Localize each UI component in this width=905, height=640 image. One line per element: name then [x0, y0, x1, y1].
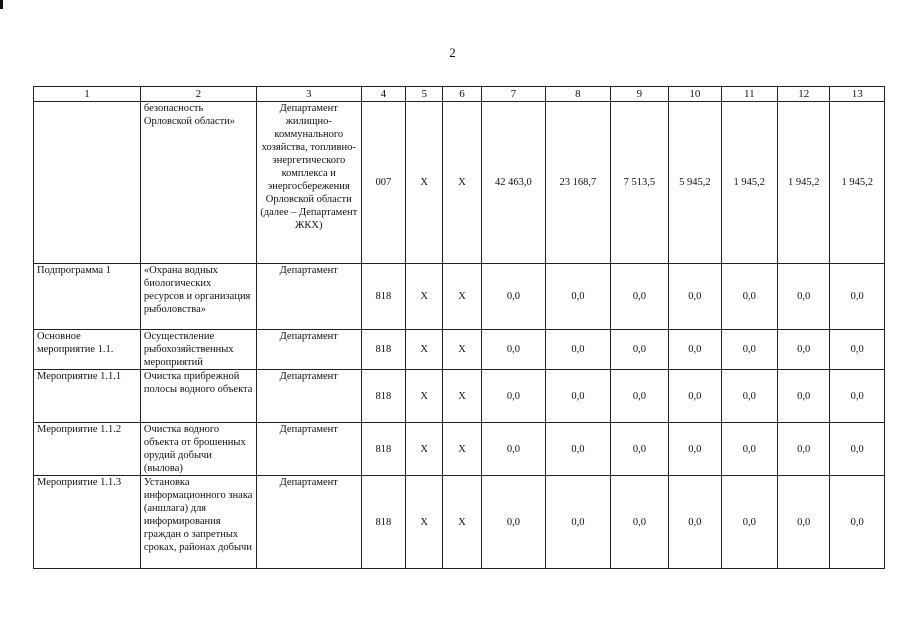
responsible-cell: Департамент [256, 264, 361, 330]
header-cell: 9 [610, 87, 668, 102]
value-cell: X [406, 264, 443, 330]
table-row [34, 370, 885, 423]
value-cell: 0,0 [610, 264, 668, 330]
value-cell: 0,0 [546, 423, 611, 476]
value-cell: 818 [361, 476, 405, 569]
header-row [34, 87, 885, 102]
value-cell: X [406, 476, 443, 569]
responsible-cell: Департамент [256, 423, 361, 476]
value-cell: 0,0 [481, 370, 546, 423]
value-cell: 0,0 [481, 264, 546, 330]
responsible-cell: Департамент жилищно-коммунального хозяйства, топливно-энергетического комплекса и энергосбережения Орловской области (далее – Департамент ЖКХ) [256, 102, 361, 264]
value-cell: 0,0 [546, 330, 611, 370]
value-cell: 818 [361, 264, 405, 330]
value-cell: 0,0 [830, 264, 885, 330]
table-row [34, 423, 885, 476]
value-cell: 0,0 [481, 423, 546, 476]
value-cell: 0,0 [669, 476, 721, 569]
value-cell: 0,0 [721, 330, 777, 370]
program-name-cell: Установка информационного знака (аншлага) для информирования граждан о запретных сроках, районах добычи [140, 476, 256, 569]
value-cell: 1 945,2 [778, 102, 830, 264]
value-cell: 0,0 [721, 423, 777, 476]
value-cell: 1 945,2 [721, 102, 777, 264]
header-cell: 6 [443, 87, 481, 102]
value-cell: 0,0 [610, 476, 668, 569]
program-code-cell [34, 102, 141, 264]
value-cell: 0,0 [830, 330, 885, 370]
program-code-cell: Основное мероприятие 1.1. [34, 330, 141, 370]
value-cell: 0,0 [610, 330, 668, 370]
value-cell: 0,0 [669, 264, 721, 330]
table-row [34, 102, 885, 264]
value-cell: 23 168,7 [546, 102, 611, 264]
value-cell: 0,0 [669, 370, 721, 423]
header-cell: 10 [669, 87, 721, 102]
header-cell: 4 [361, 87, 405, 102]
value-cell: 0,0 [830, 423, 885, 476]
value-cell: X [443, 423, 481, 476]
responsible-cell: Департамент [256, 476, 361, 569]
value-cell: X [443, 370, 481, 423]
value-cell: 0,0 [610, 370, 668, 423]
table-row [34, 264, 885, 330]
header-cell: 8 [546, 87, 611, 102]
header-cell: 1 [34, 87, 141, 102]
value-cell: 0,0 [778, 264, 830, 330]
value-cell: X [406, 370, 443, 423]
value-cell: 5 945,2 [669, 102, 721, 264]
program-code-cell: Подпрограмма 1 [34, 264, 141, 330]
value-cell: 818 [361, 423, 405, 476]
value-cell: 818 [361, 370, 405, 423]
value-cell: X [443, 476, 481, 569]
program-code-cell: Мероприятие 1.1.2 [34, 423, 141, 476]
scan-corner-mark [0, 0, 3, 9]
header-cell: 12 [778, 87, 830, 102]
header-cell: 5 [406, 87, 443, 102]
budget-table [33, 86, 885, 569]
value-cell: 7 513,5 [610, 102, 668, 264]
value-cell: 0,0 [669, 330, 721, 370]
table-row [34, 476, 885, 569]
value-cell: 0,0 [546, 370, 611, 423]
header-cell: 2 [140, 87, 256, 102]
value-cell: 0,0 [830, 476, 885, 569]
value-cell: 0,0 [610, 423, 668, 476]
program-code-cell: Мероприятие 1.1.3 [34, 476, 141, 569]
value-cell: X [443, 102, 481, 264]
value-cell: X [443, 330, 481, 370]
value-cell: 0,0 [721, 264, 777, 330]
responsible-cell: Департамент [256, 330, 361, 370]
value-cell: 1 945,2 [830, 102, 885, 264]
program-name-cell: Осуществление рыбохозяйственных мероприятий [140, 330, 256, 370]
value-cell: X [443, 264, 481, 330]
value-cell: 818 [361, 330, 405, 370]
program-name-cell: Очистка водного объекта от брошенных орудий добычи (вылова) [140, 423, 256, 476]
value-cell: 0,0 [546, 264, 611, 330]
value-cell: X [406, 423, 443, 476]
value-cell: 42 463,0 [481, 102, 546, 264]
program-code-cell: Мероприятие 1.1.1 [34, 370, 141, 423]
value-cell: X [406, 330, 443, 370]
value-cell: 007 [361, 102, 405, 264]
value-cell: 0,0 [778, 330, 830, 370]
table-row [34, 330, 885, 370]
value-cell: 0,0 [481, 330, 546, 370]
value-cell: 0,0 [669, 423, 721, 476]
value-cell: 0,0 [778, 476, 830, 569]
page-number: 2 [449, 45, 456, 60]
value-cell: X [406, 102, 443, 264]
header-cell: 11 [721, 87, 777, 102]
value-cell: 0,0 [778, 370, 830, 423]
header-cell: 3 [256, 87, 361, 102]
value-cell: 0,0 [721, 370, 777, 423]
header-cell: 13 [830, 87, 885, 102]
value-cell: 0,0 [721, 476, 777, 569]
program-name-cell: безопасность Орловской области» [140, 102, 256, 264]
program-name-cell: Очистка прибрежной полосы водного объекта [140, 370, 256, 423]
value-cell: 0,0 [481, 476, 546, 569]
value-cell: 0,0 [778, 423, 830, 476]
value-cell: 0,0 [830, 370, 885, 423]
value-cell: 0,0 [546, 476, 611, 569]
program-name-cell: «Охрана водных биологических ресурсов и организация рыболовства» [140, 264, 256, 330]
responsible-cell: Департамент [256, 370, 361, 423]
header-cell: 7 [481, 87, 546, 102]
